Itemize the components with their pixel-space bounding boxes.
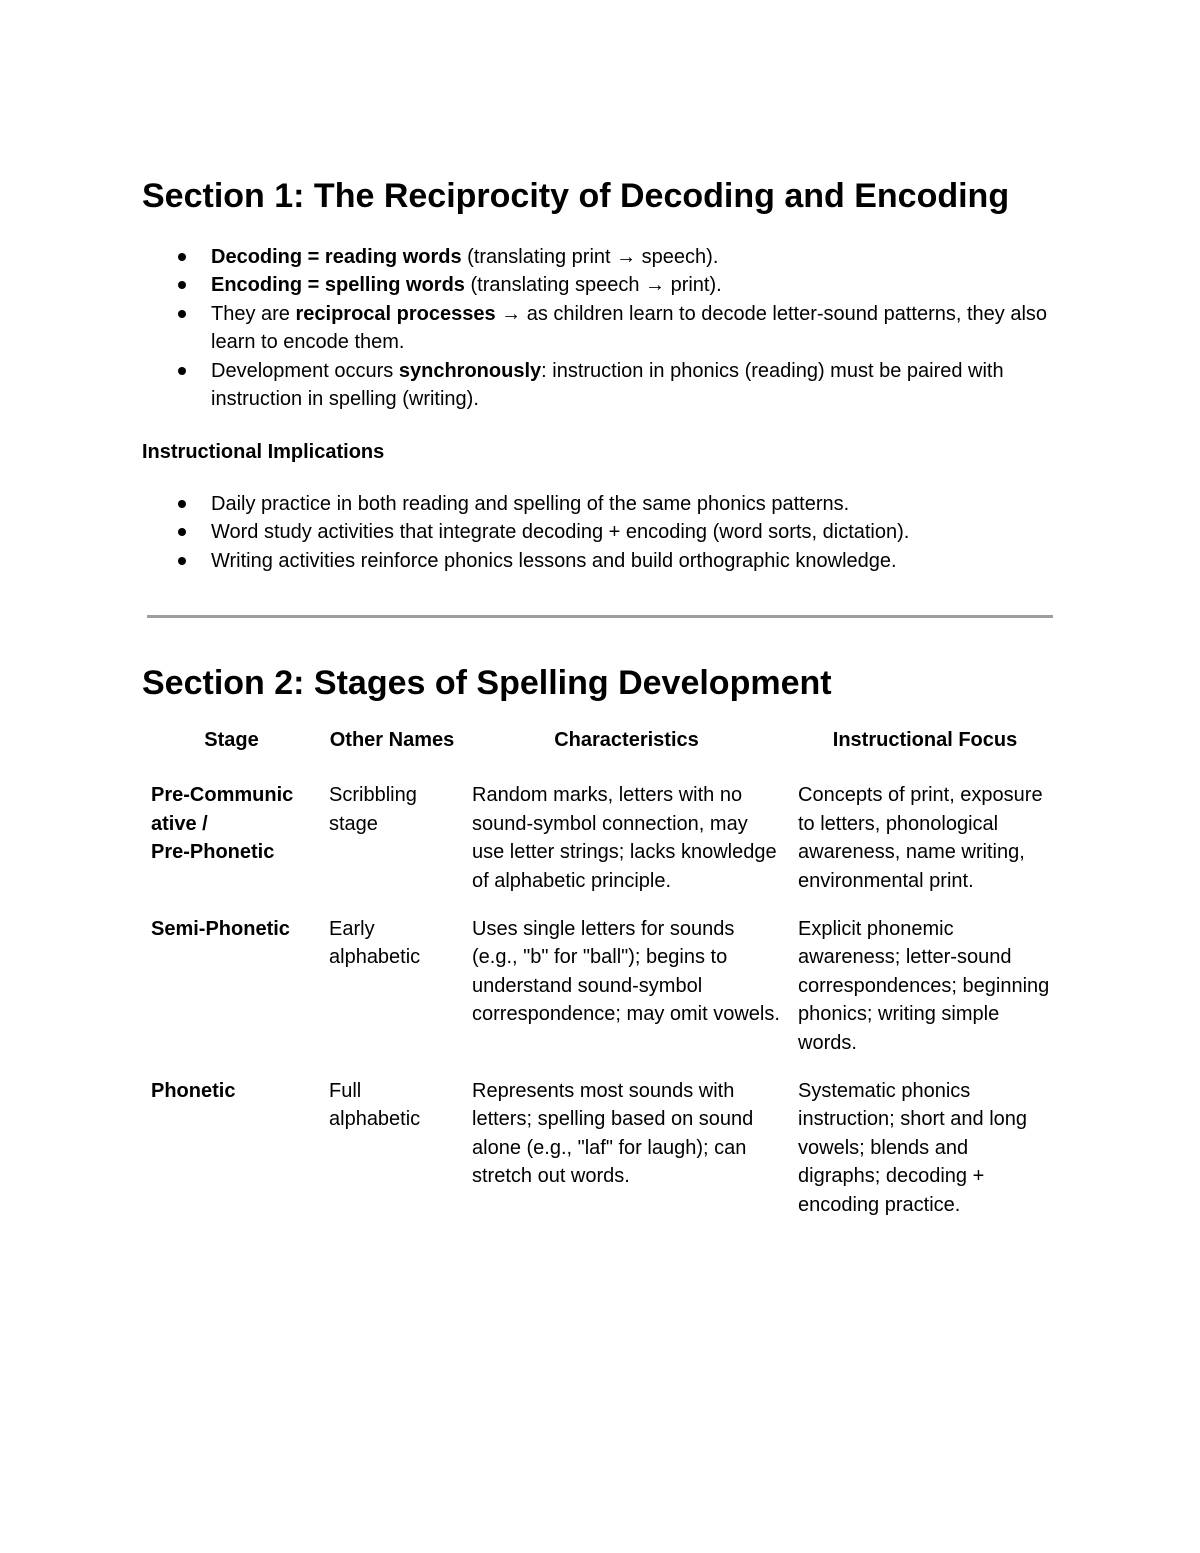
- bullet-icon: [178, 310, 186, 318]
- bullet-text: Word study activities that integrate decoding + encoding (word sorts, dictation).: [211, 521, 910, 544]
- bullet-icon: [178, 281, 186, 289]
- bullet-bold-text: synchronously: [398, 359, 542, 382]
- bullet-text: Daily practice in both reading and spelling of the same phonics patterns.: [211, 493, 850, 515]
- section-1-title: Section 1: The Reciprocity of Decoding and Encoding: [142, 177, 1010, 215]
- list-item: [211, 300, 1071, 357]
- bullet-text: Writing activities reinforce phonics lessons and build orthographic knowledge.: [211, 549, 897, 572]
- bullet-icon: [178, 367, 186, 375]
- list-item: [211, 357, 1071, 414]
- column-header-characteristics: Characteristics: [554, 729, 699, 751]
- table-row: [142, 773, 1060, 907]
- bullet-text: : instruction in phonics (reading) must be paired with instruction in spelling (writing).: [211, 359, 1004, 411]
- stage-cell: Pre-Communic ative / Pre-Phonetic: [151, 784, 294, 864]
- column-header-other-names: Other Names: [329, 729, 455, 751]
- list-item: [211, 271, 1071, 299]
- other-names-cell: Full alphabetic: [329, 1080, 421, 1131]
- bullet-icon: [178, 528, 186, 536]
- characteristics-cell: Random marks, letters with no sound-symbol connection, may use letter strings; lacks knowledge of alphabetic principle.: [472, 784, 777, 892]
- list-item: [211, 518, 1071, 546]
- implications-bullet-list: [211, 490, 1071, 575]
- instructional-implications-heading: Instructional Implications: [142, 441, 385, 463]
- spelling-stages-table: [142, 718, 1060, 1231]
- bullet-bold-text: Decoding = reading words: [211, 246, 462, 268]
- table-row: [142, 1069, 1060, 1231]
- bullet-icon: [178, 253, 186, 261]
- list-item: [211, 243, 1071, 271]
- bullet-icon: [178, 500, 186, 508]
- bullet-text: (translating print → speech).: [461, 246, 719, 268]
- bullet-text: They are: [211, 302, 296, 325]
- list-item: [211, 490, 1071, 518]
- focus-cell: Concepts of print, exposure to letters, phonological awareness, name writing, environmental print.: [798, 784, 1043, 892]
- list-item: [211, 547, 1071, 575]
- column-header-instructional-focus: Instructional Focus: [832, 729, 1018, 751]
- stage-cell: Semi-Phonetic: [151, 918, 290, 941]
- section-2-title: Section 2: Stages of Spelling Development: [142, 664, 832, 702]
- other-names-cell: Early alphabetic: [329, 918, 421, 969]
- bullet-text: (translating speech → print).: [464, 274, 722, 297]
- characteristics-cell: Represents most sounds with letters; spelling based on sound alone (e.g., "laf" for laugh); can stretch out words.: [472, 1080, 754, 1188]
- column-header-stage: Stage: [204, 729, 259, 751]
- other-names-cell: Scribbling stage: [329, 784, 417, 835]
- table-row: [142, 907, 1060, 1069]
- table-header-row: [142, 718, 1060, 773]
- focus-cell: Explicit phonemic awareness; letter-sound correspondences; beginning phonics; writing simple words.: [798, 918, 1050, 1054]
- bullet-bold-text: Encoding = spelling words: [211, 274, 465, 297]
- bullet-bold-text: reciprocal processes: [295, 302, 496, 325]
- section-1-bullet-list: [211, 243, 1071, 413]
- stage-cell: Phonetic: [151, 1080, 236, 1103]
- bullet-icon: [178, 557, 186, 565]
- horizontal-divider: [147, 615, 1053, 618]
- bullet-text: → as children learn to decode letter-sound patterns, they also learn to encode them.: [211, 302, 1048, 354]
- bullet-text: Development occurs: [211, 359, 399, 382]
- characteristics-cell: Uses single letters for sounds (e.g., "b" for "ball"); begins to understand sound-symbol correspondence; may omit vowels.: [472, 918, 780, 1026]
- focus-cell: Systematic phonics instruction; short and long vowels; blends and digraphs; decoding + encoding practice.: [798, 1080, 1028, 1216]
